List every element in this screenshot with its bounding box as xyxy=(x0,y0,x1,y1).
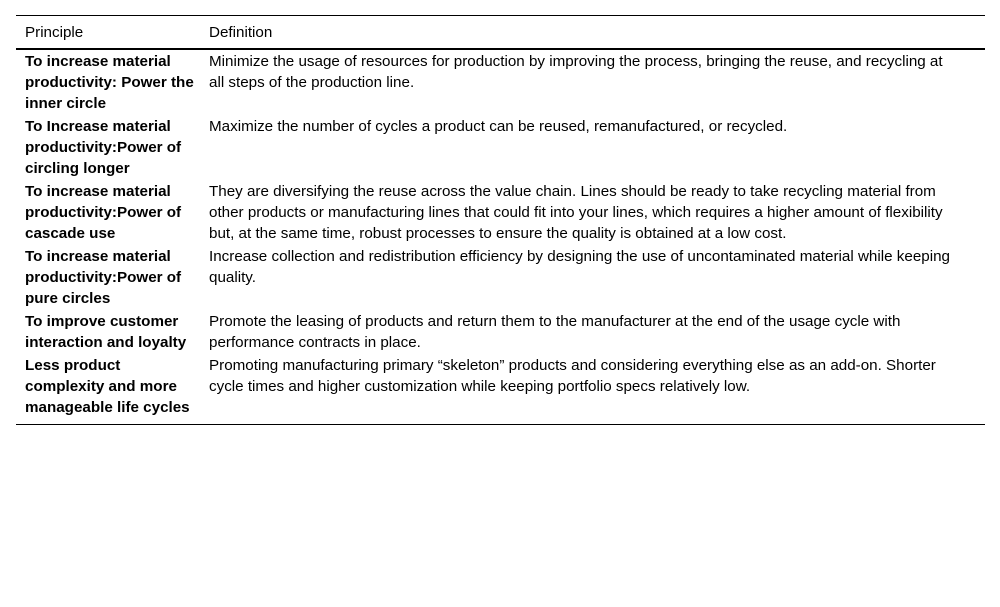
principle-cell: To improve customer interaction and loyalty xyxy=(25,313,187,351)
principle-cell: Less product complexity and more manageable life cycles xyxy=(25,357,190,416)
header-definition: Definition xyxy=(209,24,273,41)
table-header xyxy=(16,16,985,50)
table-row xyxy=(16,180,985,245)
header-principle: Principle xyxy=(25,24,84,41)
table-row xyxy=(16,49,985,115)
table-row xyxy=(16,115,985,180)
table-row xyxy=(16,245,985,310)
definition-cell: Increase collection and redistribution efficiency by designing the use of uncontaminated material while keeping quality. xyxy=(209,248,950,286)
definition-cell: Promote the leasing of products and return them to the manufacturer at the end of the usage cycle with performance contracts in place. xyxy=(209,313,901,351)
principles-table-container xyxy=(16,15,985,425)
definition-cell: Maximize the number of cycles a product can be reused, remanufactured, or recycled. xyxy=(209,118,788,135)
principle-cell: To increase material productivity:Power of cascade use xyxy=(25,183,182,242)
table-row xyxy=(16,354,985,425)
header-row xyxy=(16,16,985,50)
definition-cell: They are diversifying the reuse across the value chain. Lines should be ready to take recycling material from other products or manufacturing lines that could fit into your lines, which requires a higher amount of flexibility but, at the same time, robust processes to ensure the quality is obtained at a low cost. xyxy=(209,183,943,242)
table-row xyxy=(16,310,985,354)
definition-cell: Minimize the usage of resources for production by improving the process, bringing the reuse, and recycling at all steps of the production line. xyxy=(209,53,943,91)
principle-cell: To increase material productivity: Power the inner circle xyxy=(25,53,194,112)
principles-table xyxy=(16,15,985,425)
principle-cell: To increase material productivity:Power of pure circles xyxy=(25,248,182,307)
definition-cell: Promoting manufacturing primary “skeleton” products and considering everything else as an add-on. Shorter cycle times and higher customization while keeping portfolio specs relatively low. xyxy=(209,357,936,395)
principle-cell: To Increase material productivity:Power of circling longer xyxy=(25,118,182,177)
table-body xyxy=(16,49,985,425)
